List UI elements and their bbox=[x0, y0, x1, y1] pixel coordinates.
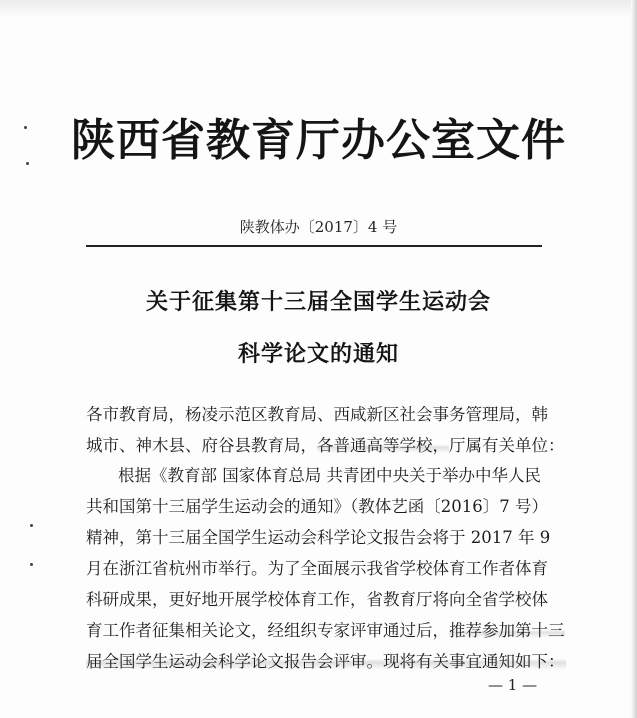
highlighted-text: 各普通高等学校， bbox=[317, 436, 449, 455]
notice-title-line-1: 关于征集第十三届全国学生运动会 bbox=[145, 289, 491, 315]
body-line: 精神，第十三届全国学生运动会科学论文报告会将于 2017 年 9 bbox=[86, 528, 551, 547]
body-line: 共和国第十三届学生运动会的通知》（教体艺函〔2016〕7 号） bbox=[86, 497, 548, 516]
scan-speck bbox=[30, 524, 33, 527]
header-divider bbox=[86, 245, 542, 247]
body-line: 届全国学生运动会科学论文报告会评审。现将有关事宜通知如下： bbox=[86, 648, 566, 672]
body-line: 根据《教育部 国家体育总局 共青团中央关于举办中华人民 bbox=[118, 466, 541, 485]
body-line: 科研成果，更好地开展学校体育工作，省教育厅将向全省学校体 bbox=[86, 590, 548, 609]
highlighted-text: 推荐参加第十三 bbox=[449, 621, 565, 640]
body-text: 育工作者征集相关论文，经组织专家评审通过后， bbox=[86, 621, 449, 640]
notice-title-line-2: 科学论文的通知 bbox=[237, 341, 399, 367]
page-number: — 1 — bbox=[488, 676, 538, 694]
body-text: 厅属有关单位： bbox=[449, 436, 565, 455]
body-text: 城市、神木县、府谷县教育局， bbox=[86, 436, 317, 455]
body-line bbox=[86, 432, 566, 456]
document-header: 陕西省教育厅办公室文件 bbox=[71, 115, 566, 166]
scan-speck bbox=[30, 563, 33, 566]
body-line: 月在浙江省杭州市举行。为了全面展示我省学校体育工作者体育 bbox=[86, 559, 548, 578]
scan-shadow-top bbox=[0, 0, 637, 18]
document-number: 陕教体办〔2017〕4 号 bbox=[239, 218, 398, 236]
body-line bbox=[86, 617, 566, 641]
body-line: 各市教育局，杨凌示范区教育局、西咸新区社会事务管理局，韩 bbox=[86, 405, 548, 424]
